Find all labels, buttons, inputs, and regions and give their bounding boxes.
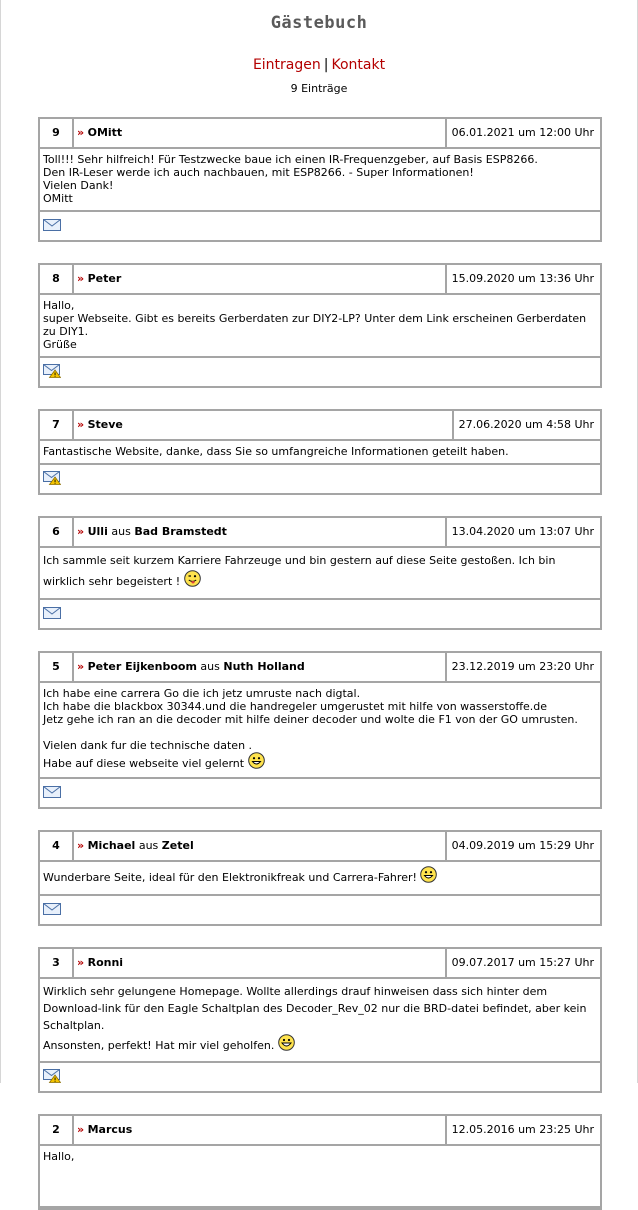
- author-name: Peter: [87, 272, 122, 285]
- entry-number: 4: [40, 832, 72, 860]
- message-line: Grüße: [43, 338, 77, 351]
- entry-author: [74, 832, 445, 860]
- entry-date: 15.09.2020 um 13:36 Uhr: [447, 265, 600, 293]
- arrow-icon: »: [77, 126, 85, 139]
- nav-link-eintragen[interactable]: Eintragen: [252, 57, 321, 73]
- message-line: Ich habe die blackbox 30344.und die handregeler umgerustet mit hilfe von wasserstoffe.de: [43, 700, 548, 713]
- guestbook-entry: [38, 263, 602, 388]
- author-from: aus: [138, 839, 159, 852]
- author-name: Ulli: [87, 525, 108, 538]
- entry-footer: [40, 212, 600, 240]
- entry-number: 3: [40, 949, 72, 977]
- entry-message: [40, 441, 600, 463]
- message-line: Vielen Dank!: [43, 179, 114, 192]
- entry-number: 7: [40, 411, 72, 439]
- entry-footer: [40, 600, 600, 628]
- entry-date: 06.01.2021 um 12:00 Uhr: [447, 119, 600, 147]
- entry-number: 6: [40, 518, 72, 546]
- arrow-icon: »: [77, 525, 85, 538]
- entry-count: 9 Einträge: [290, 82, 348, 95]
- guestbook-entry: [38, 1114, 602, 1210]
- message-line: Hallo,: [43, 299, 75, 312]
- entry-date: 13.04.2020 um 13:07 Uhr: [447, 518, 600, 546]
- entry-date: 09.07.2017 um 15:27 Uhr: [447, 949, 600, 977]
- entry-footer: [40, 465, 600, 493]
- guestbook-entry: [38, 117, 602, 242]
- tongue-smiley-icon: [184, 570, 201, 593]
- mail-warning-icon[interactable]: [43, 471, 61, 488]
- author-location: Nuth Holland: [223, 660, 305, 673]
- author-name: Marcus: [87, 1123, 133, 1136]
- message-line: Wunderbare Seite, ideal für den Elektronikfreak und Carrera-Fahrer!: [43, 871, 417, 884]
- entry-author: [74, 949, 445, 977]
- entry-date: 27.06.2020 um 4:58 Uhr: [454, 411, 600, 439]
- entry-number: 9: [40, 119, 72, 147]
- author-name: Michael: [87, 839, 136, 852]
- message-line: Hallo,: [43, 1150, 75, 1163]
- entry-author: [74, 119, 445, 147]
- guestbook-entry: [38, 651, 602, 809]
- message-line: Ich habe eine carrera Go die ich jetz umruste nach digtal.: [43, 687, 361, 700]
- message-line: Wirklich sehr gelungene Homepage. Wollte allerdings drauf hinweisen dass sich hinter dem Download-link für den Eagle Schaltplan des Decoder_Rev_02 nur die BRD-datei befindet, aber kein Schaltplan.: [43, 985, 587, 1032]
- mail-warning-icon[interactable]: [43, 364, 61, 381]
- entry-date: 23.12.2019 um 23:20 Uhr: [447, 653, 600, 681]
- guestbook-entry: [38, 516, 602, 630]
- entry-message: [40, 683, 600, 777]
- author-location: Zetel: [161, 839, 194, 852]
- author-name: Steve: [87, 418, 123, 431]
- arrow-icon: »: [77, 1123, 85, 1136]
- message-line: Ansonsten, perfekt! Hat mir viel geholfen.: [43, 1039, 275, 1052]
- message-line: Vielen dank fur die technische daten .: [43, 739, 253, 752]
- message-line: Jetz gehe ich ran an die decoder mit hilfe deiner decoder und wolte die F1 von der GO umrusten.: [43, 713, 578, 726]
- message-line: Den IR-Leser werde ich auch nachbauen, mit ESP8266. - Super Informationen!: [43, 166, 474, 179]
- arrow-icon: »: [77, 956, 85, 969]
- message-line: Habe auf diese webseite viel gelernt: [43, 757, 245, 770]
- message-line: Ich sammle seit kurzem Karriere Fahrzeuge und bin gestern auf diese Seite gestoßen. Ich bin wirklich sehr begeistert !: [43, 554, 556, 588]
- message-line: super Webseite. Gibt es bereits Gerberdaten zur DIY2-LP? Unter dem Link erscheinen Gerberdaten zu DIY1.: [43, 312, 587, 338]
- nav-link-kontakt[interactable]: Kontakt: [331, 57, 386, 73]
- entry-footer: [40, 779, 600, 807]
- mail-icon[interactable]: [43, 903, 61, 918]
- author-name: Peter Eijkenboom: [87, 660, 197, 673]
- mail-icon[interactable]: [43, 219, 61, 234]
- author-from: aus: [111, 525, 131, 538]
- entry-date: 04.09.2019 um 15:29 Uhr: [447, 832, 600, 860]
- entry-author: [74, 653, 445, 681]
- arrow-icon: »: [77, 418, 85, 431]
- author-name: OMitt: [87, 126, 123, 139]
- mail-icon[interactable]: [43, 607, 61, 622]
- guestbook-entries: [1, 117, 637, 1210]
- nav-separator: |: [323, 57, 329, 73]
- arrow-icon: »: [77, 272, 85, 285]
- guestbook-entry: [38, 830, 602, 926]
- entry-message: [40, 979, 600, 1061]
- author-name: Ronni: [87, 956, 124, 969]
- entry-message: [40, 1146, 600, 1206]
- top-nav: [1, 55, 637, 75]
- author-from: aus: [200, 660, 220, 673]
- entry-number: 8: [40, 265, 72, 293]
- entry-date: 12.05.2016 um 23:25 Uhr: [447, 1116, 600, 1144]
- arrow-icon: »: [77, 839, 85, 852]
- entry-author: [74, 411, 452, 439]
- entry-author: [74, 1116, 445, 1144]
- grin-smiley-icon: [278, 1034, 295, 1056]
- message-line: Fantastische Website, danke, dass Sie so umfangreiche Informationen geteilt haben.: [43, 445, 509, 458]
- entry-footer: [40, 896, 600, 924]
- entry-message: [40, 295, 600, 356]
- entry-footer: [40, 358, 600, 386]
- guestbook-entry: [38, 947, 602, 1093]
- mail-icon[interactable]: [43, 786, 61, 801]
- entry-message: [40, 862, 600, 894]
- arrow-icon: »: [77, 660, 85, 673]
- entry-author: [74, 518, 445, 546]
- guestbook-entry: [38, 409, 602, 495]
- message-line: Toll!!! Sehr hilfreich! Für Testzwecke baue ich einen IR-Frequenzgeber, auf Basis ESP8266.: [43, 153, 538, 166]
- author-location: Bad Bramstedt: [134, 525, 227, 538]
- entry-number: 5: [40, 653, 72, 681]
- smiley-icon: [420, 866, 437, 889]
- entry-number: 2: [40, 1116, 72, 1144]
- laughing-smiley-icon: [248, 752, 265, 772]
- entry-message: [40, 548, 600, 598]
- page-title: Gästebuch: [270, 13, 368, 33]
- message-line: OMitt: [43, 192, 73, 205]
- entry-author: [74, 265, 445, 293]
- entry-message: [40, 149, 600, 210]
- entry-footer: [40, 1063, 600, 1091]
